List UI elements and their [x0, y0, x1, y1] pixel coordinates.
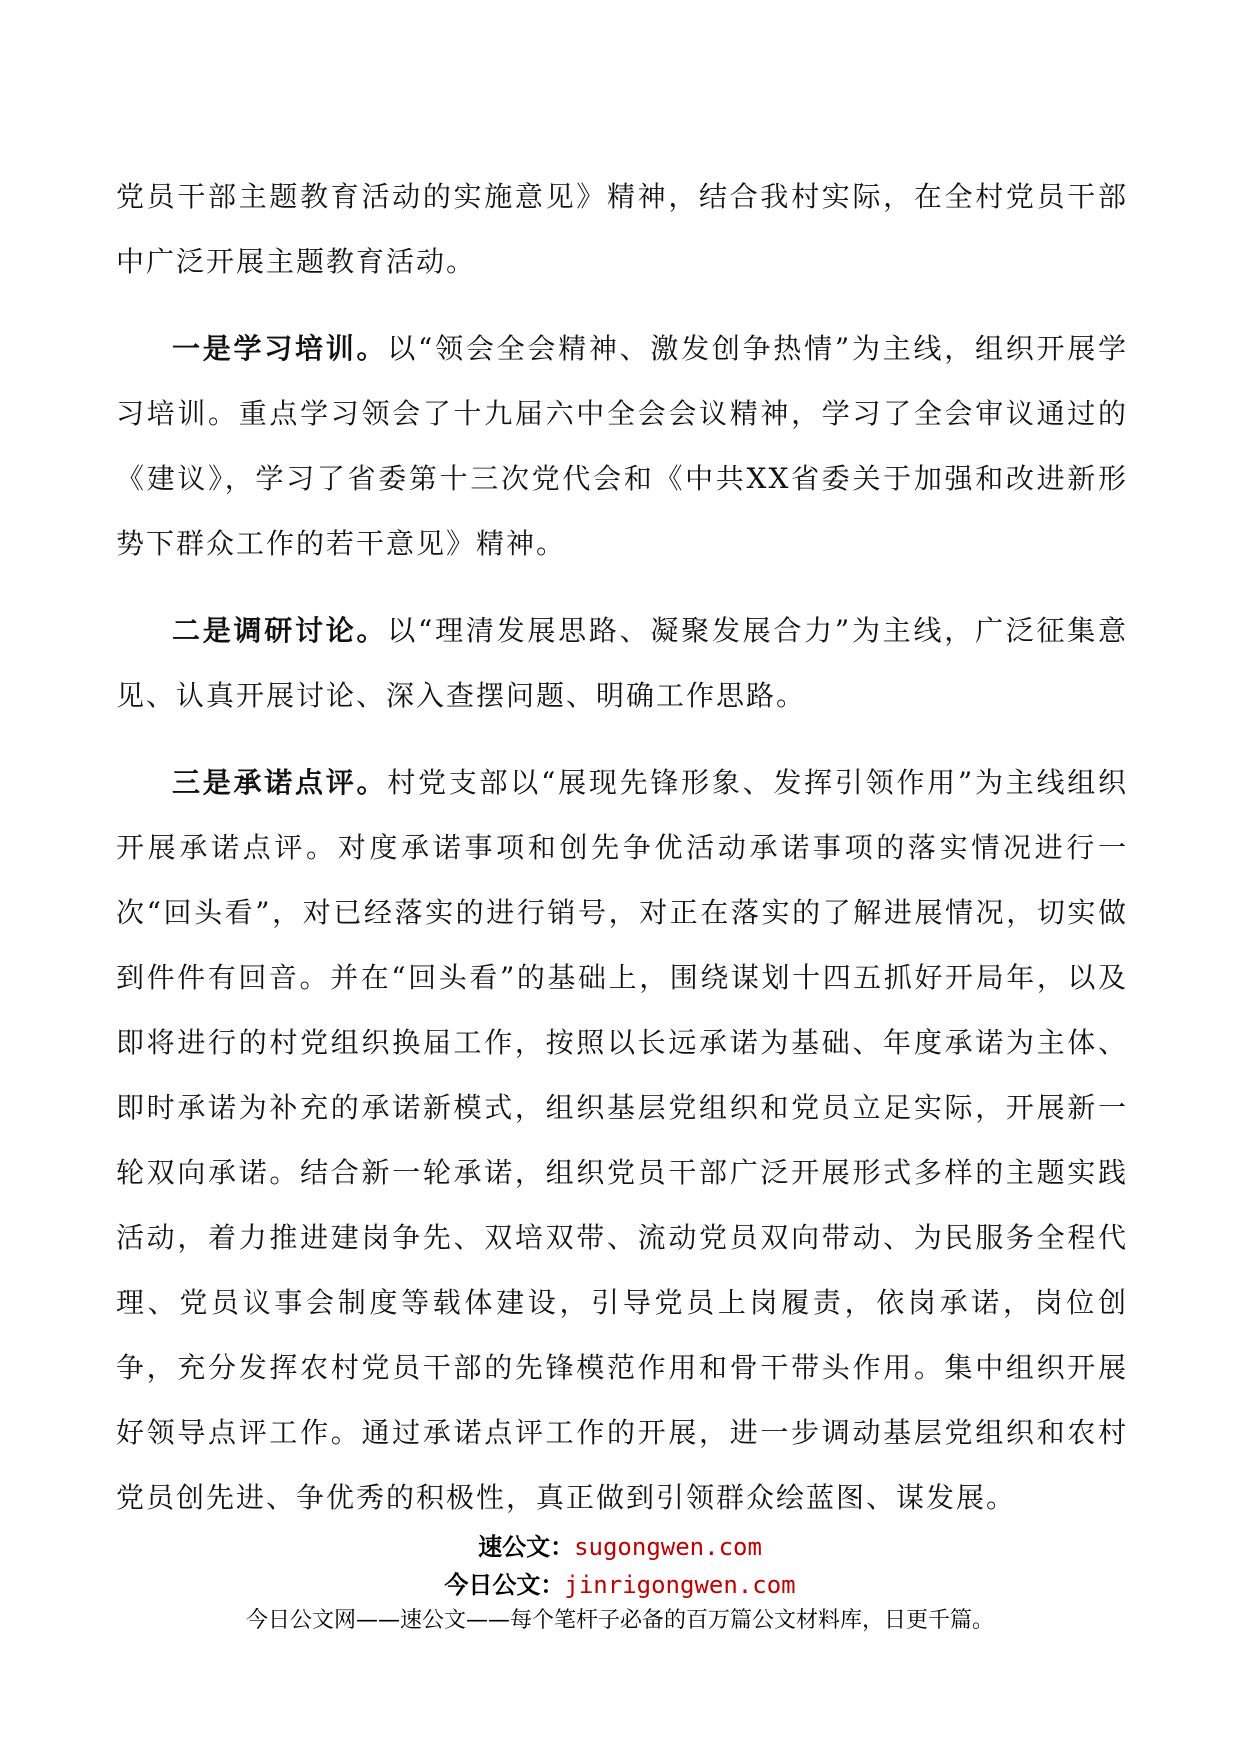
paragraph-lead: 三是承诺点评。: [172, 766, 388, 799]
watermark-footer: [0, 1528, 1240, 1638]
paragraph-lead: 二是调研讨论。: [172, 614, 388, 647]
paragraph-research-discussion: [116, 598, 1128, 728]
paragraph-text: 以“理清发展思路、凝聚发展合力”为主线，广泛征集意见、认真开展讨论、深入查摆问题、明确工作思路。: [116, 614, 1128, 712]
paragraph-intro-continuation: [116, 164, 1128, 294]
footer-line-jinrigongwen: [0, 1566, 1240, 1604]
paragraph-study-training: [116, 316, 1128, 576]
footer-tagline: 今日公文网——速公文——每个笔杆子必备的百万篇公文材料库，日更千篇。: [245, 1608, 994, 1633]
paragraph-lead: 一是学习培训。: [172, 332, 388, 365]
footer-link-jinrigongwen[interactable]: jinrigongwen.com: [564, 1571, 796, 1599]
document-body: [116, 164, 1128, 1552]
footer-label: 今日公文：: [444, 1571, 565, 1599]
footer-label: 速公文：: [478, 1533, 575, 1561]
footer-line-sugongwen: [0, 1528, 1240, 1566]
paragraph-text: 村党支部以“展现先锋形象、发挥引领作用”为主线组织开展承诺点评。对度承诺事项和创先争优活动承诺事项的落实情况进行一次“回头看”，对已经落实的进行销号，对正在落实的了解进展情况，切实做到件件有回音。并在“回头看”的基础上，围绕谋划十四五抓好开局年，以及即将进行的村党组织换届工作，按照以长远承诺为基础、年度承诺为主体、即时承诺为补充的承诺新模式，组织基层党组织和党员立足实际，开展新一轮双向承诺。结合新一轮承诺，组织党员干部广泛开展形式多样的主题实践活动，着力推进建岗争先、双培双带、流动党员双向带动、为民服务全程代理、党员议事会制度等载体建设，引导党员上岗履责，依岗承诺，岗位创争，充分发挥农村党员干部的先锋模范作用和骨干带头作用。集中组织开展好领导点评工作。通过承诺点评工作的开展，进一步调动基层党组织和农村党员创先进、争优秀的积极性，真正做到引领群众绘蓝图、谋发展。: [116, 766, 1128, 1514]
footer-link-sugongwen[interactable]: sugongwen.com: [574, 1533, 762, 1561]
paragraph-text: 以“领会全会精神、激发创争热情”为主线，组织开展学习培训。重点学习领会了十九届六中全会会议精神，学习了全会审议通过的《建议》，学习了省委第十三次党代会和《中共XX省委关于加强和改进新形势下群众工作的若干意见》精神。: [116, 332, 1128, 560]
paragraph-commitment-review: [116, 750, 1128, 1530]
paragraph-text: 党员干部主题教育活动的实施意见》精神，结合我村实际，在全村党员干部中广泛开展主题教育活动。: [116, 180, 1128, 278]
